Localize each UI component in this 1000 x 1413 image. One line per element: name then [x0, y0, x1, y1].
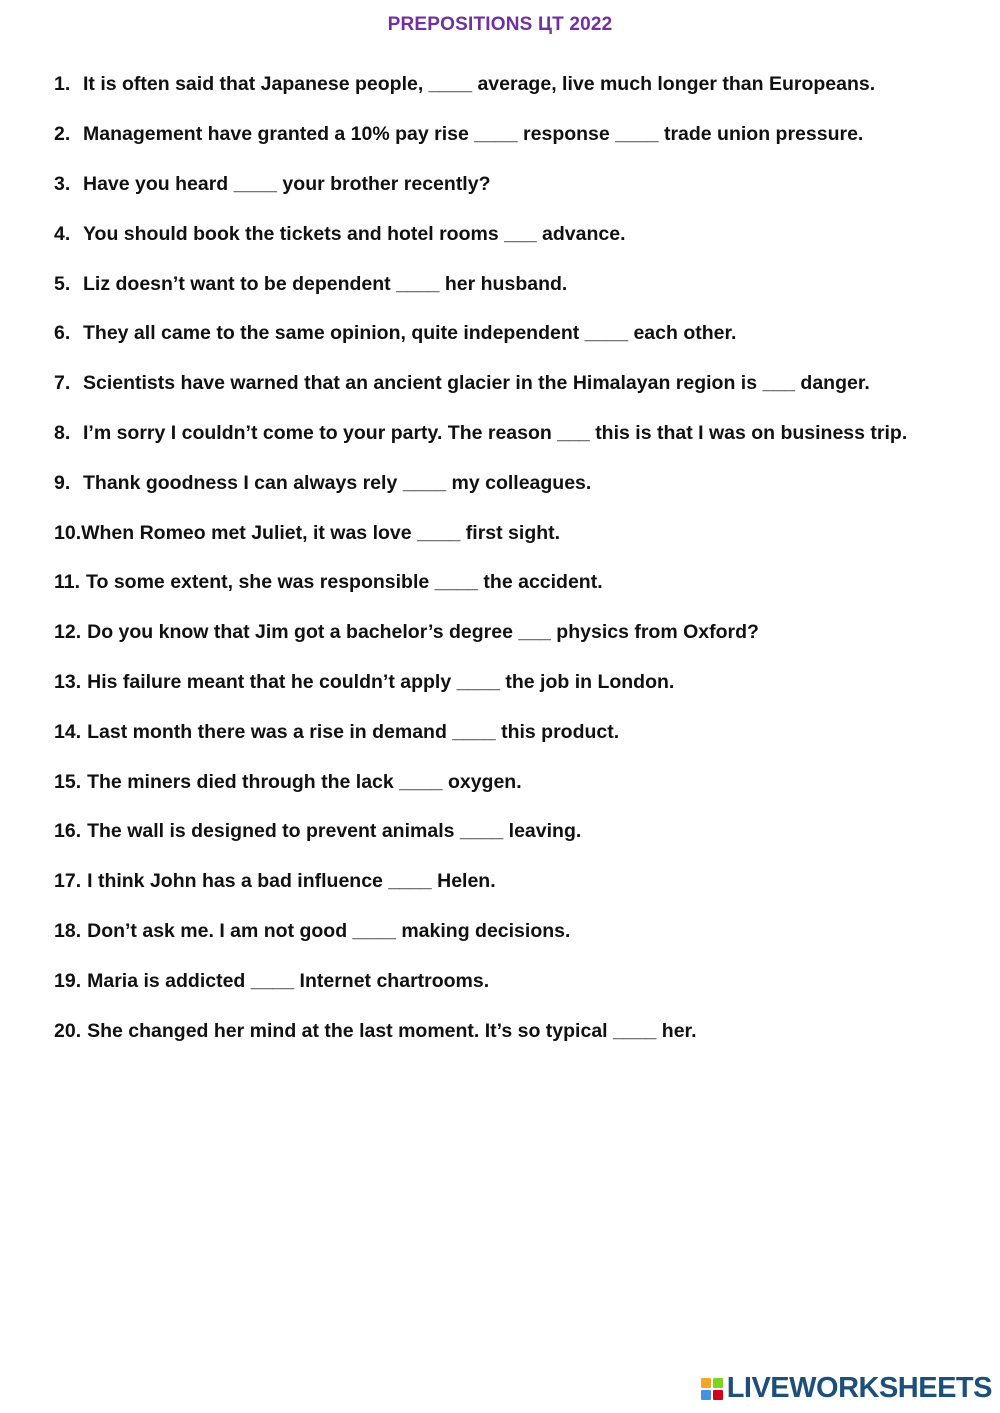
logo-square-2: [713, 1378, 723, 1388]
question-item: [54, 558, 984, 608]
question-text: Liz doesn’t want to be dependent ____ her husband.: [83, 272, 568, 295]
question-item: [54, 359, 984, 409]
question-item: [54, 757, 984, 807]
question-item: [54, 209, 984, 259]
question-number: 6.: [54, 322, 71, 345]
question-number: 18.: [54, 919, 82, 942]
question-text: They all came to the same opinion, quite independent ____ each other.: [83, 322, 737, 345]
question-item: [54, 409, 984, 459]
question-number: 17.: [54, 870, 82, 893]
question-item: [54, 110, 984, 160]
question-number: 19.: [54, 969, 82, 992]
question-text: Thank goodness I can always rely ____ my colleagues.: [83, 471, 592, 494]
question-text: His failure meant that he couldn’t apply ____ the job in London.: [87, 670, 675, 693]
logo-square-3: [701, 1390, 711, 1400]
question-number: 3.: [54, 172, 71, 195]
question-text: To some extent, she was responsible ____ the accident.: [86, 571, 603, 594]
question-number: 14.: [54, 720, 82, 743]
question-item: [54, 956, 984, 1006]
logo-square-4: [713, 1390, 723, 1400]
question-text: Do you know that Jim got a bachelor’s degree ___ physics from Oxford?: [87, 621, 759, 644]
question-text: The miners died through the lack ____ oxygen.: [87, 770, 522, 793]
question-item: [54, 608, 984, 658]
question-number: 11.: [54, 571, 81, 594]
question-number: 9.: [54, 471, 71, 494]
page-title: PREPOSITIONS ЦТ 2022: [387, 14, 613, 35]
question-text: It is often said that Japanese people, ____ average, live much longer than Europeans.: [83, 73, 876, 96]
question-list: [54, 60, 984, 1056]
question-text: Last month there was a rise in demand ____ this product.: [87, 720, 620, 743]
question-item: [54, 1006, 984, 1056]
question-text: Management have granted a 10% pay rise ____ response ____ trade union pressure.: [83, 123, 864, 146]
question-number: 4.: [54, 222, 71, 245]
liveworksheets-logo: [701, 1372, 992, 1405]
question-number: 13.: [54, 670, 82, 693]
question-item: [54, 658, 984, 708]
question-item: [54, 309, 984, 359]
question-item: [54, 160, 984, 210]
logo-square-1: [701, 1378, 711, 1388]
question-item: [54, 458, 984, 508]
question-number: 15.: [54, 770, 82, 793]
question-text: I think John has a bad influence ____ Helen.: [87, 870, 496, 893]
question-item: [54, 907, 984, 957]
question-number: 5.: [54, 272, 71, 295]
question-text: You should book the tickets and hotel rooms ___ advance.: [83, 222, 626, 245]
question-text: When Romeo met Juliet, it was love ____ first sight.: [81, 521, 561, 544]
question-item: [54, 807, 984, 857]
question-text: I’m sorry I couldn’t come to your party. The reason ___ this is that I was on business trip.: [83, 421, 908, 444]
question-number: 8.: [54, 421, 71, 444]
question-number: 12.: [54, 621, 82, 644]
liveworksheets-logo-text: LIVEWORKSHEETS: [726, 1372, 992, 1404]
question-number: 1.: [54, 73, 71, 96]
liveworksheets-logo-icon: [701, 1378, 723, 1400]
question-item: [54, 60, 984, 110]
question-item: [54, 707, 984, 757]
question-text: Scientists have warned that an ancient glacier in the Himalayan region is ___ danger.: [83, 372, 870, 395]
question-text: She changed her mind at the last moment. It’s so typical ____ her.: [87, 1019, 697, 1042]
question-number: 16.: [54, 820, 82, 843]
question-item: [54, 508, 984, 558]
question-number: 7.: [54, 372, 71, 395]
question-text: Maria is addicted ____ Internet chartrooms.: [87, 969, 490, 992]
question-text: Don’t ask me. I am not good ____ making decisions.: [87, 919, 571, 942]
question-text: Have you heard ____ your brother recently?: [83, 172, 491, 195]
question-item: [54, 857, 984, 907]
question-item: [54, 259, 984, 309]
question-number: 10.: [54, 521, 82, 544]
question-number: 2.: [54, 123, 71, 146]
question-text: The wall is designed to prevent animals ____ leaving.: [87, 820, 582, 843]
question-number: 20.: [54, 1019, 82, 1042]
